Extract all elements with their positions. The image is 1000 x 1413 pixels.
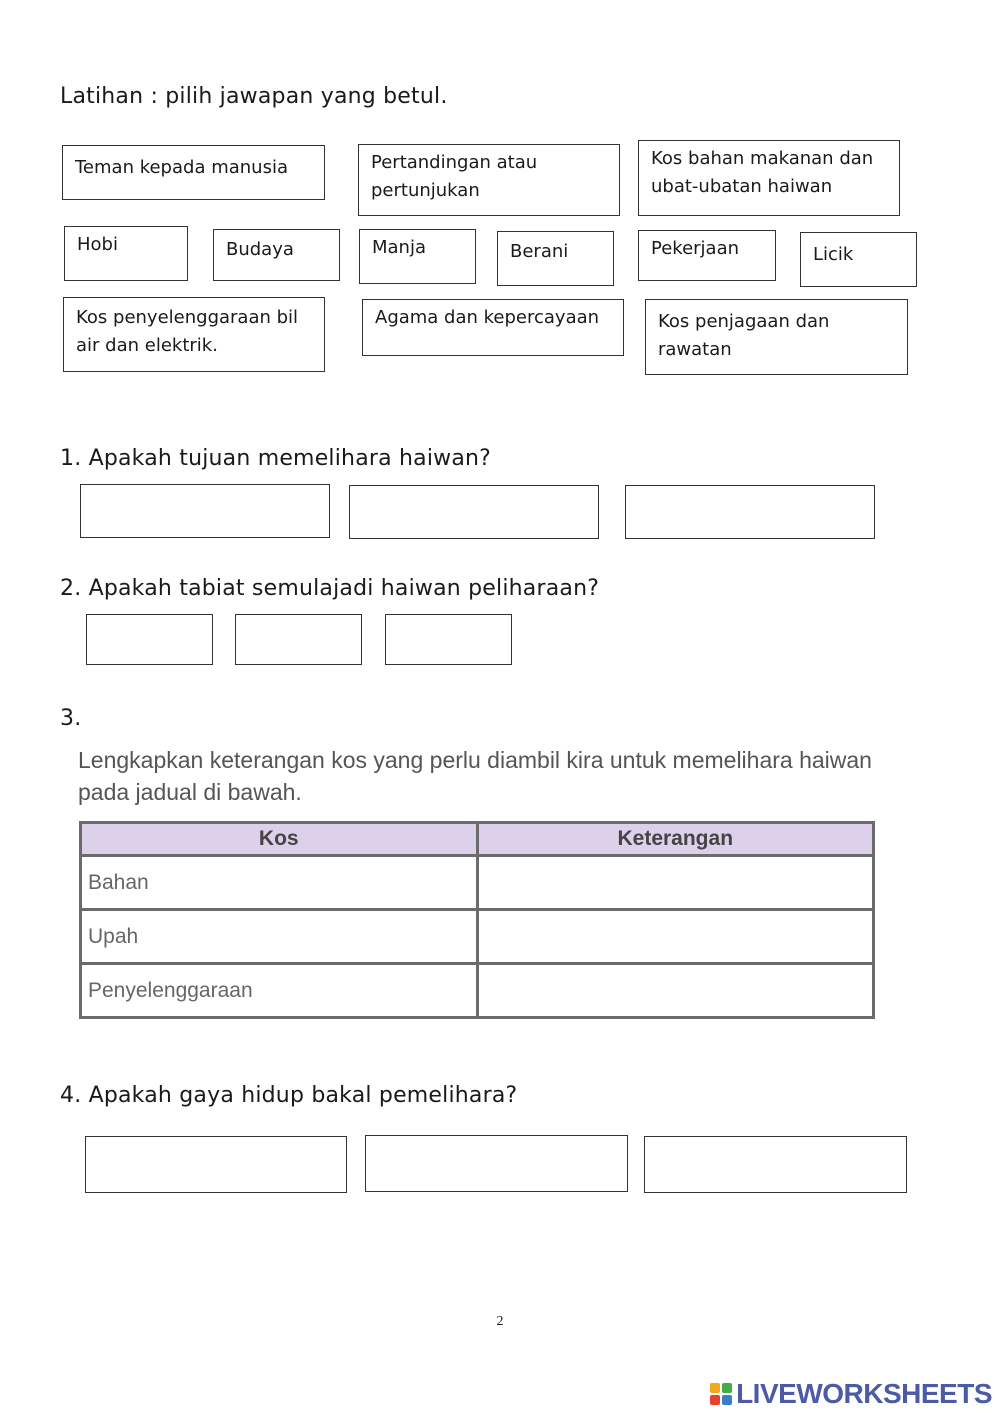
word-agama-dan-kepercayaan[interactable]: Agama dan kepercayaan [362,299,624,356]
keterangan-upah-input[interactable] [477,910,874,964]
row-label-upah: Upah [81,910,478,964]
word-kos-penjagaan[interactable]: Kos penjagaan dan rawatan [645,299,908,375]
word-licik[interactable]: Licik [800,232,917,287]
q1-answer-3[interactable] [625,485,875,539]
word-berani[interactable]: Berani [497,231,614,286]
q2-answer-2[interactable] [235,614,362,665]
q4-answer-2[interactable] [365,1135,628,1192]
word-manja[interactable]: Manja [359,229,476,284]
q1-answer-2[interactable] [349,485,599,539]
q2-answer-1[interactable] [86,614,213,665]
word-budaya[interactable]: Budaya [213,229,340,281]
question-3: 3. [60,706,82,731]
q4-answer-1[interactable] [85,1136,347,1193]
row-label-penyelenggaraan: Penyelenggaraan [81,964,478,1018]
keterangan-penyelenggaraan-input[interactable] [477,964,874,1018]
word-hobi[interactable]: Hobi [64,226,188,281]
logo-square-1 [710,1383,720,1393]
logo-square-2 [722,1383,732,1393]
question-1: 1. Apakah tujuan memelihara haiwan? [60,446,492,471]
word-pekerjaan[interactable]: Pekerjaan [638,230,776,281]
word-pertandingan-atau-pertunjukan[interactable]: Pertandingan atau pertunjukan [358,144,620,216]
table-row [81,856,874,910]
liveworksheets-logo [710,1378,992,1410]
q4-answer-3[interactable] [644,1136,907,1193]
page-number: 2 [496,1314,504,1329]
table-row [81,910,874,964]
word-teman-kepada-manusia[interactable]: Teman kepada manusia [62,145,325,200]
keterangan-bahan-input[interactable] [477,856,874,910]
question-4: 4. Apakah gaya hidup bakal pemelihara? [60,1083,518,1108]
header-kos: Kos [81,823,478,856]
table-row [81,964,874,1018]
q3-instruction: Lengkapkan keterangan kos yang perlu diambil kira untuk memelihara haiwan pada jadual di bawah. [78,747,872,805]
logo-square-3 [710,1395,720,1405]
word-kos-bahan-makanan[interactable]: Kos bahan makanan dan ubat-ubatan haiwan [638,140,900,216]
row-label-bahan: Bahan [81,856,478,910]
q2-answer-3[interactable] [385,614,512,665]
question-2: 2. Apakah tabiat semulajadi haiwan peliharaan? [60,576,600,601]
word-kos-penyelenggaraan[interactable]: Kos penyelenggaraan bil air dan elektrik. [63,297,325,372]
liveworksheets-logo-icon [710,1383,732,1405]
cost-table [79,821,875,1019]
header-keterangan: Keterangan [477,823,874,856]
logo-square-4 [722,1395,732,1405]
q1-answer-1[interactable] [80,484,330,538]
brand-name: LIVEWORKSHEETS [736,1378,992,1409]
page-title: Latihan : pilih jawapan yang betul. [60,84,448,109]
